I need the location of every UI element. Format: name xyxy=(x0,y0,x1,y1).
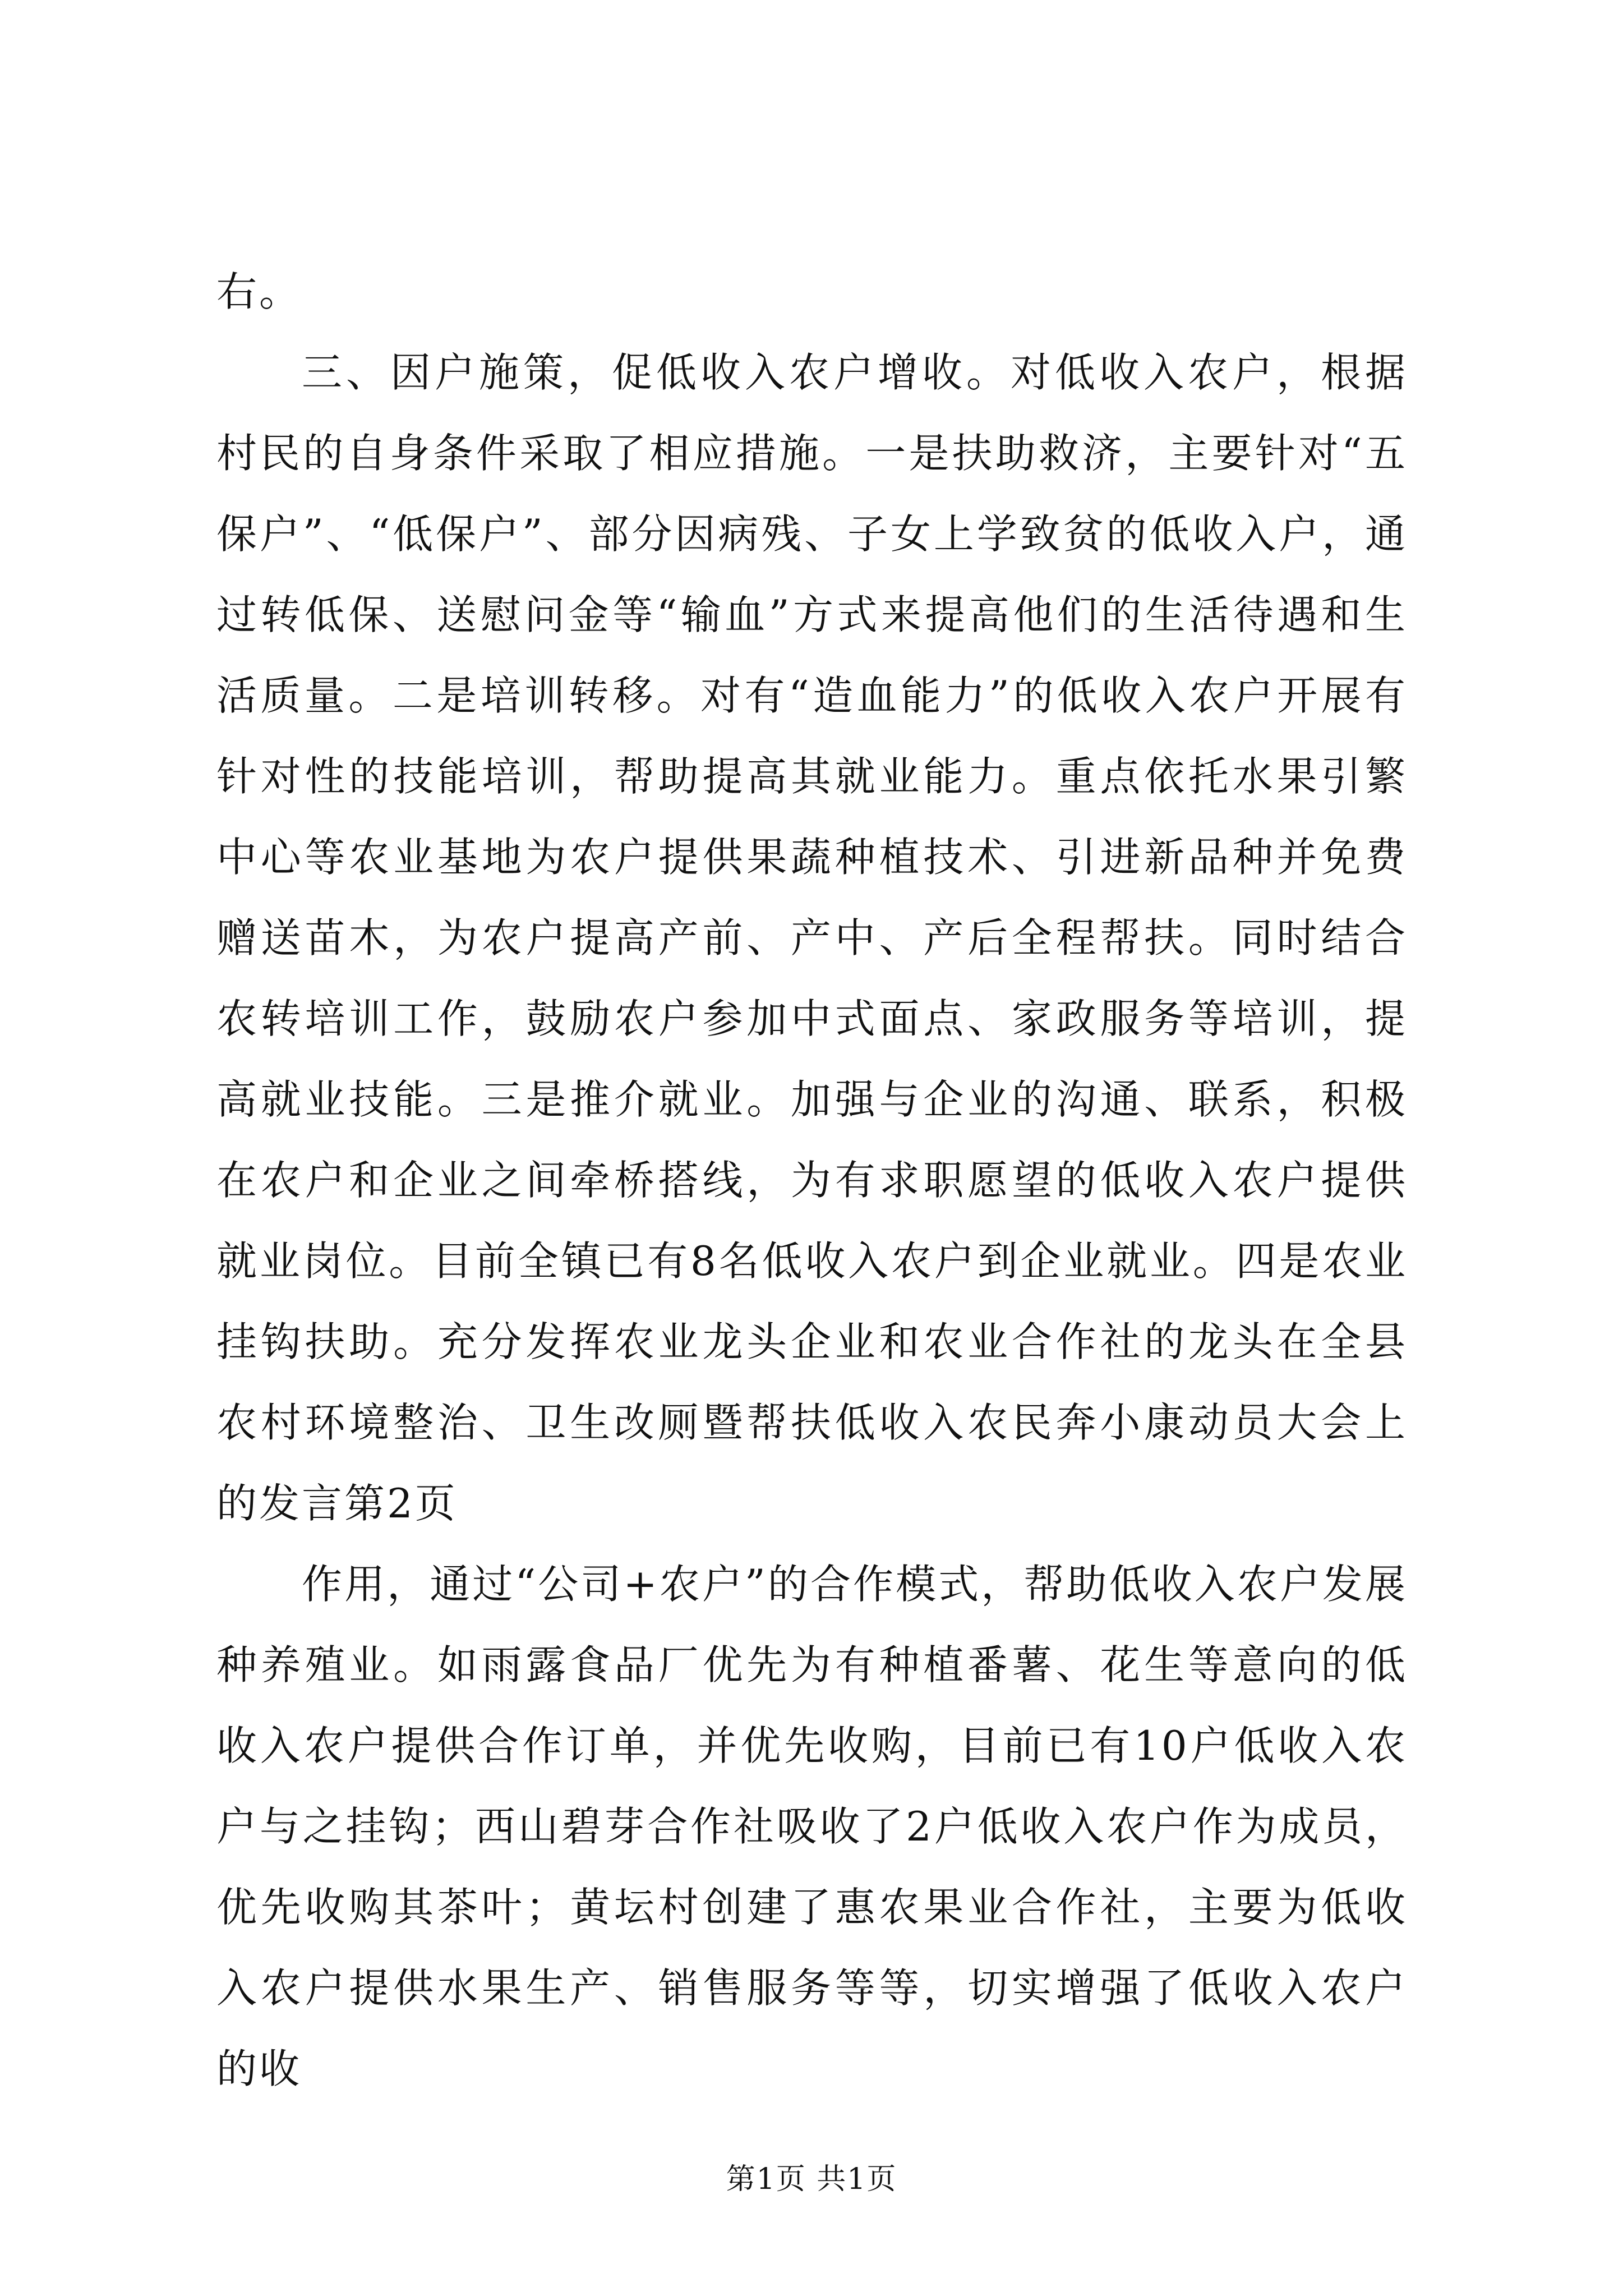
page-footer: 第1页 共1页 xyxy=(726,2162,897,2196)
document-body xyxy=(216,251,1408,2109)
paragraph-household-measures: 三、因户施策，促低收入农户增收。对低收入农户，根据村民的自身条件采取了相应措施。一是扶助救济，主要针对“五保户”、“低保户”、部分因病残、子女上学致贫的低收入户，通过转低保、送慰问金等“输血”方式来提高他们的生活待遇和生活质量。二是培训转移。对有“造血能力”的低收入农户开展有针对性的技能培训，帮助提高其就业能力。重点依托水果引繁中心等农业基地为农户提供果蔬种植技术、引进新品种并免费赠送苗木，为农户提高产前、产中、产后全程帮扶。同时结合农转培训工作，鼓励农户参加中式面点、家政服务等培训，提高就业技能。三是推介就业。加强与企业的沟通、联系，积极在农户和企业之间牵桥搭线，为有求职愿望的低收入农户提供就业岗位。目前全镇已有8名低收入农户到企业就业。四是农业挂钩扶助。充分发挥农业龙头企业和农业合作社的龙头在全县农村环境整治、卫生改厕暨帮扶低收入农民奔小康动员大会上的发言第2页 xyxy=(216,349,1408,1527)
paragraph-fragment-end: 右。 xyxy=(216,268,302,315)
paragraph-company-farmer-model: 作用，通过“公司+农户”的合作模式，帮助低收入农户发展种养殖业。如雨露食品厂优先为有种植番薯、花生等意向的低收入农户提供合作订单，并优先收购，目前已有10户低收入农户与之挂钩；西山碧芽合作社吸收了2户低收入农户作为成员，优先收购其茶叶；黄坛村创建了惠农果业合作社，主要为低收入农户提供水果生产、销售服务等等，切实增强了低收入农户的收 xyxy=(216,1561,1408,2092)
